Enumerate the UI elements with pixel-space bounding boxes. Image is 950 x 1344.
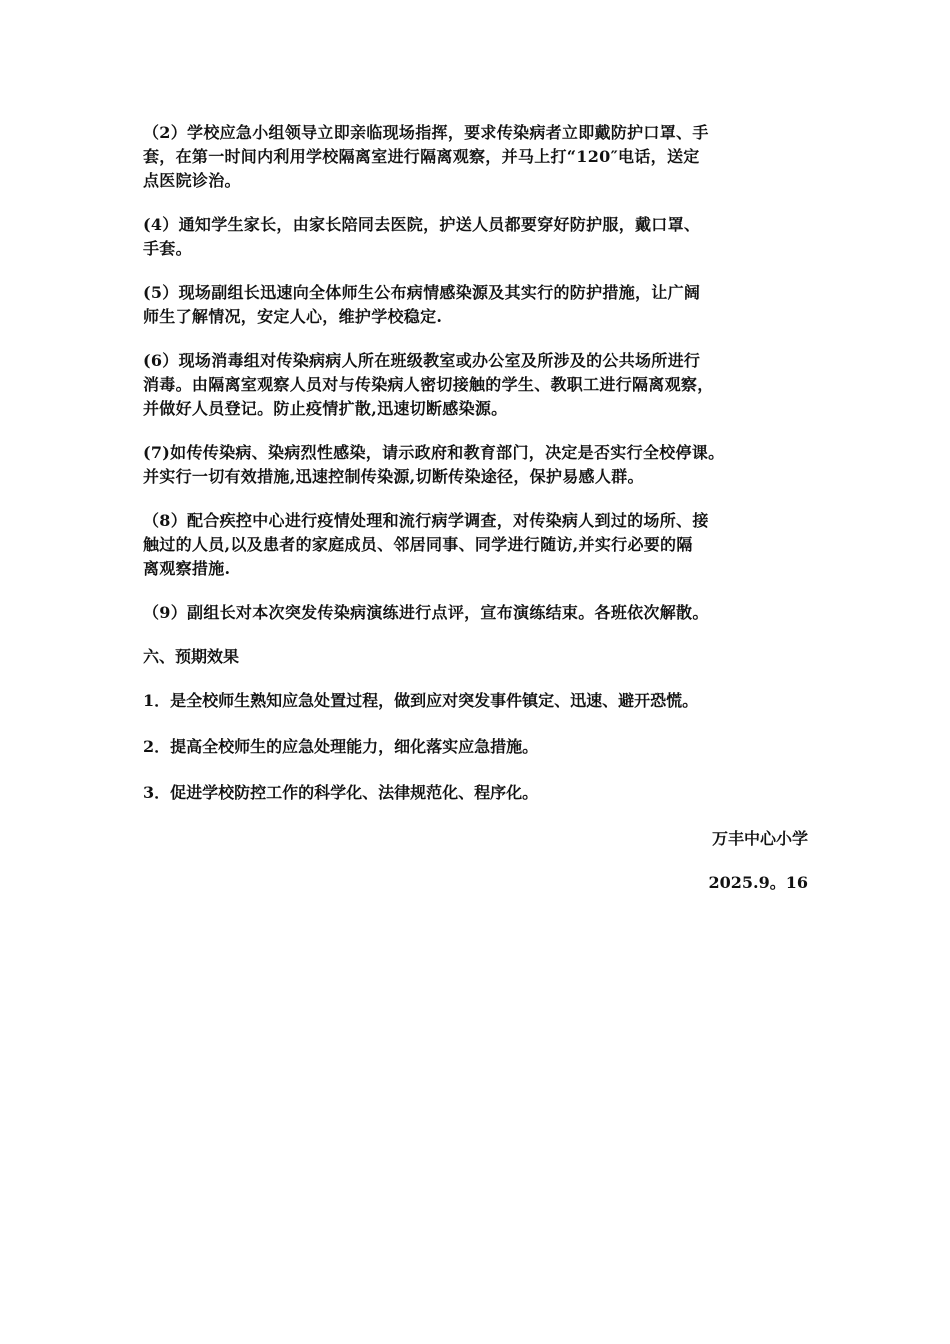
section-heading: 六、预期效果 xyxy=(143,647,240,666)
text-line: 并实行一切有效措施,迅速控制传染源,切断传染途径，保护易感人群。 xyxy=(143,467,644,486)
text-line: 触过的人员,以及患者的家庭成员、邻居同事、同学进行随访,并实行必要的隔 xyxy=(143,535,693,554)
text-line: (4）通知学生家长，由家长陪同去医院，护送人员都要穿好防护服，戴口罩、 xyxy=(143,215,701,234)
text-line: (7)如传传染病、染病烈性感染，请示政府和教育部门，决定是否实行全校停课。 xyxy=(143,443,725,462)
paragraph-step-4 xyxy=(143,213,808,261)
text-line: （8）配合疾控中心进行疫情处理和流行病学调查，对传染病人到过的场所、接 xyxy=(143,511,709,530)
paragraph-step-5 xyxy=(143,281,808,329)
paragraph-step-7 xyxy=(143,441,808,489)
text-line: 手套。 xyxy=(143,239,192,258)
document-body xyxy=(143,121,808,895)
effect-item-2: 2．提高全校师生的应急处理能力，细化落实应急措施。 xyxy=(143,737,539,756)
text-line: 离观察措施. xyxy=(143,559,231,578)
text-line: 并做好人员登记。防止疫情扩散,迅速切断感染源。 xyxy=(143,399,508,418)
text-line: （9）副组长对本次突发传染病演练进行点评，宣布演练结束。各班依次解散。 xyxy=(143,603,709,622)
effect-item-3: 3．促进学校防控工作的科学化、法律规范化、程序化。 xyxy=(143,783,539,802)
text-line: 套，在第一时间内利用学校隔离室进行隔离观察，并马上打“120″电话，送定 xyxy=(143,147,700,166)
text-line: (6）现场消毒组对传染病病人所在班级教室或办公室及所涉及的公共场所进行 xyxy=(143,351,701,370)
paragraph-step-8 xyxy=(143,509,808,581)
paragraph-step-6 xyxy=(143,349,808,421)
paragraph-step-2 xyxy=(143,121,808,193)
signature-school-name: 万丰中心小学 xyxy=(711,829,808,848)
paragraph-step-9 xyxy=(143,601,808,625)
effect-item-1: 1．是全校师生熟知应急处置过程，做到应对突发事件镇定、迅速、避开恐慌。 xyxy=(143,691,699,710)
text-line: 消毒。由隔离室观察人员对与传染病人密切接触的学生、教职工进行隔离观察， xyxy=(143,375,714,394)
signature-date: 2025.9。16 xyxy=(708,873,808,892)
text-line: （2）学校应急小组领导立即亲临现场指挥，要求传染病者立即戴防护口罩、手 xyxy=(143,123,709,142)
text-line: 点医院诊治。 xyxy=(143,171,241,190)
text-line: 师生了解情况，安定人心，维护学校稳定. xyxy=(143,307,443,326)
text-line: (5）现场副组长迅速向全体师生公布病情感染源及其实行的防护措施，让广阔 xyxy=(143,283,701,302)
